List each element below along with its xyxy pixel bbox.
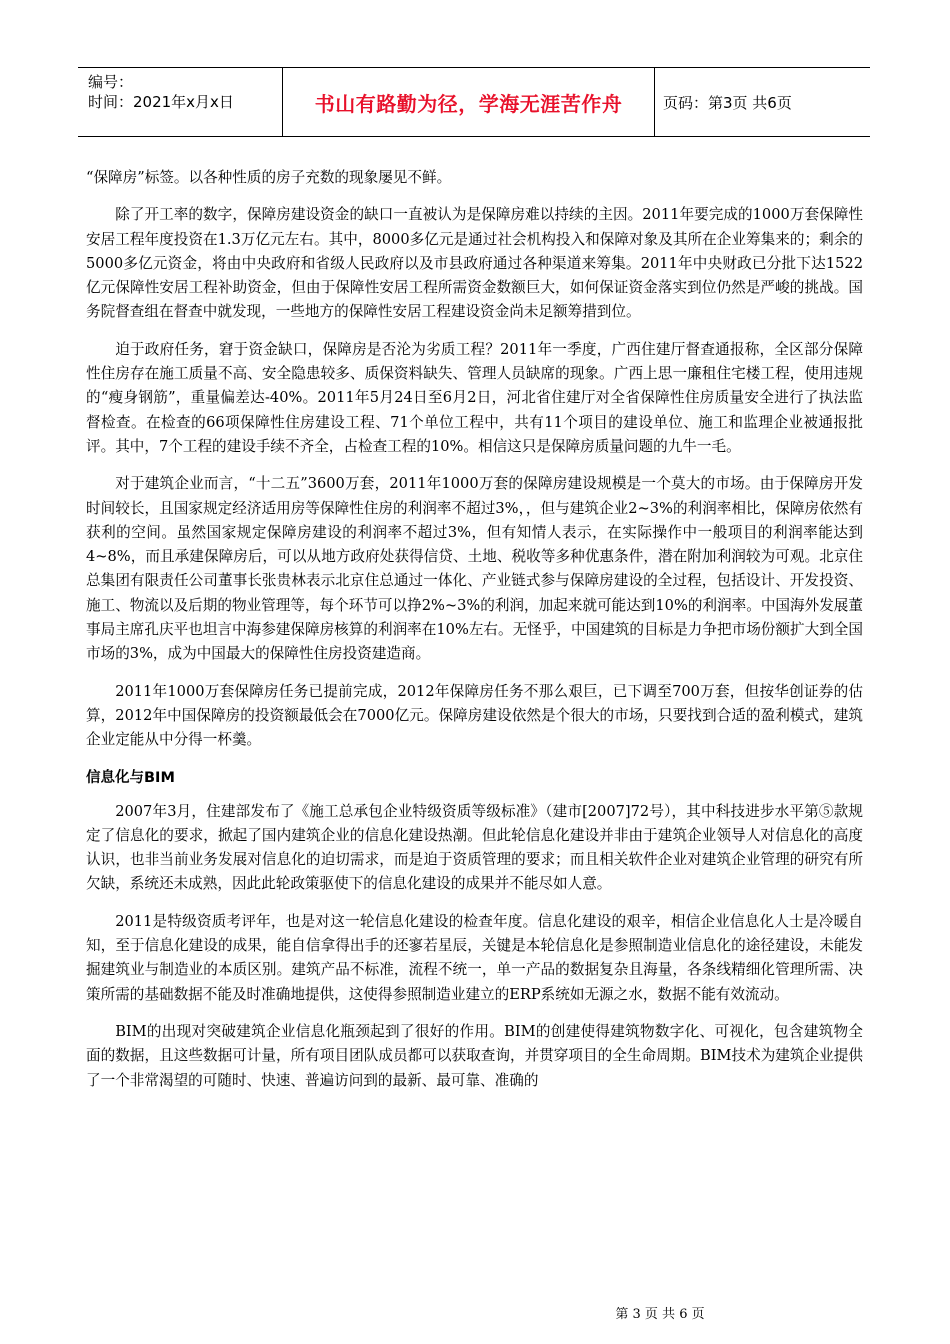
paragraph-3: 迫于政府任务，窘于资金缺口，保障房是否沦为劣质工程？2011年一季度，广西住建厅督查通报称，全区部分保障性住房存在施工质量不高、安全隐患较多、质保资料缺失、管理人员缺席的现象。广西上思一廉租住宅楼工程，使用违规的“瘦身钢筋”，重量偏差达-40%。2011年5月24日至6月2日，河北省住建厅对全省保障性住房质量安全进行了执法监督检查。在检查的66项保障性住房建设工程、71个单位工程中，共有11个项目的建设单位、施工和监理企业被通报批评。其中，7个工程的建设手续不齐全，占检查工程的10%。相信这只是保障房质量问题的九牛一毛。 (86, 340, 863, 455)
doc-date-label: 时间：2021年x月x日 (88, 93, 234, 111)
paragraph-7: 2011是特级资质考评年，也是对这一轮信息化建设的检查年度。信息化建设的艰辛，相信企业信息化人士是冷暖自知，至于信息化建设的成果，能自信拿得出手的还寥若星辰，关键是本轮信息化是参照制造业信息化的途径建设，未能发掘建筑业与制造业的本质区别。建筑产品不标准，流程不统一，单一产品的数据复杂且海量，各条线精细化管理所需、决策所需的基础数据不能及时准确地提供，这使得参照制造业建立的ERP系统如无源之水，数据不能有效流动。 (86, 912, 863, 1003)
header-page-number: 页码：第3页 共6页 (663, 93, 792, 112)
page-footer: 第 3 页 共 6 页 (615, 1307, 705, 1322)
paragraph-1: “保障房”标签。以各种性质的房子充数的现象屡见不鲜。 (86, 169, 452, 186)
header-motto: 书山有路勤为径，学海无涯苦作舟 (283, 68, 655, 136)
document-body (86, 166, 863, 1106)
paragraph-6: 2007年3月，住建部发布了《施工总承包企业特级资质等级标准》（建市[2007]72号），其中科技进步水平第⑤款规定了信息化的要求，掀起了国内建筑企业的信息化建设热潮。但此轮信息化建设并非由于建筑企业领导人对信息化的高度认识，也非当前业务发展对信息化的迫切需求，而是迫于资质管理的要求；而且相关软件企业对建筑企业管理的研究有所欠缺，系统还未成熟，因此此轮政策驱使下的信息化建设的成果并不能尽如人意。 (86, 802, 863, 893)
paragraph-4: 对于建筑企业而言，“十二五”3600万套，2011年1000万套的保障房建设规模是一个莫大的市场。由于保障房开发时间较长，且国家规定经济适用房等保障性住房的利润率不超过3%，，但与建筑企业2~3%的利润率相比，保障房依然有获利的空间。虽然国家规定保障房建设的利润率不超过3%，但有知情人表示，在实际操作中一般项目的利润率能达到4~8%，而且承建保障房后，可以从地方政府处获得信贷、土地、税收等多种优惠条件，潜在附加利润较为可观。北京住总集团有限责任公司董事长张贵林表示北京住总通过一体化、产业链式参与保障房建设的全过程，包括设计、开发投资、施工、物流以及后期的物业管理等，每个环节可以挣2%~3%的利润，加起来就可能达到10%的利润率。中国海外发展董事局主席孔庆平也坦言中海参建保障房核算的利润率在10%左右。无怪乎，中国建筑的目标是力争把市场份额扩大到全国市场的3%，成为中国最大的保障性住房投资建造商。 (86, 475, 863, 663)
doc-number-label: 编号： (88, 73, 134, 91)
section-title: 信息化与BIM (86, 769, 175, 786)
paragraph-5: 2011年1000万套保障房任务已提前完成，2012年保障房任务不那么艰巨，已下调至700万套，但按华创证券的估算，2012年中国保障房的投资额最低会在7000亿元。保障房建设依然是个很大的市场，只要找到合适的盈利模式，建筑企业定能从中分得一杯羹。 (86, 682, 863, 749)
paragraph-8: BIM的出现对突破建筑企业信息化瓶颈起到了很好的作用。BIM的创建使得建筑物数字化、可视化，包含建筑物全面的数据，且这些数据可计量，所有项目团队成员都可以获取查询，并贯穿项目的全生命周期。BIM技术为建筑企业提供了一个非常渴望的可随时、快速、普遍访问到的最新、最可靠、准确的 (86, 1022, 863, 1089)
page-header (78, 67, 870, 137)
paragraph-2: 除了开工率的数字，保障房建设资金的缺口一直被认为是保障房难以持续的主因。2011年要完成的1000万套保障性安居工程年度投资在1.3万亿元左右。其中，8000多亿元是通过社会机构投入和保障对象及其所在企业筹集来的；剩余的5000多亿元资金，将由中央政府和省级人民政府以及市县政府通过各种渠道来筹集。2011年中央财政已分批下达1522亿元保障性安居工程补助资金，但由于保障性安居工程所需资金数额巨大，如何保证资金落实到位仍然是严峻的挑战。国务院督查组在督查中就发现，一些地方的保障性安居工程建设资金尚未足额筹措到位。 (86, 206, 863, 321)
header-meta (78, 68, 283, 136)
